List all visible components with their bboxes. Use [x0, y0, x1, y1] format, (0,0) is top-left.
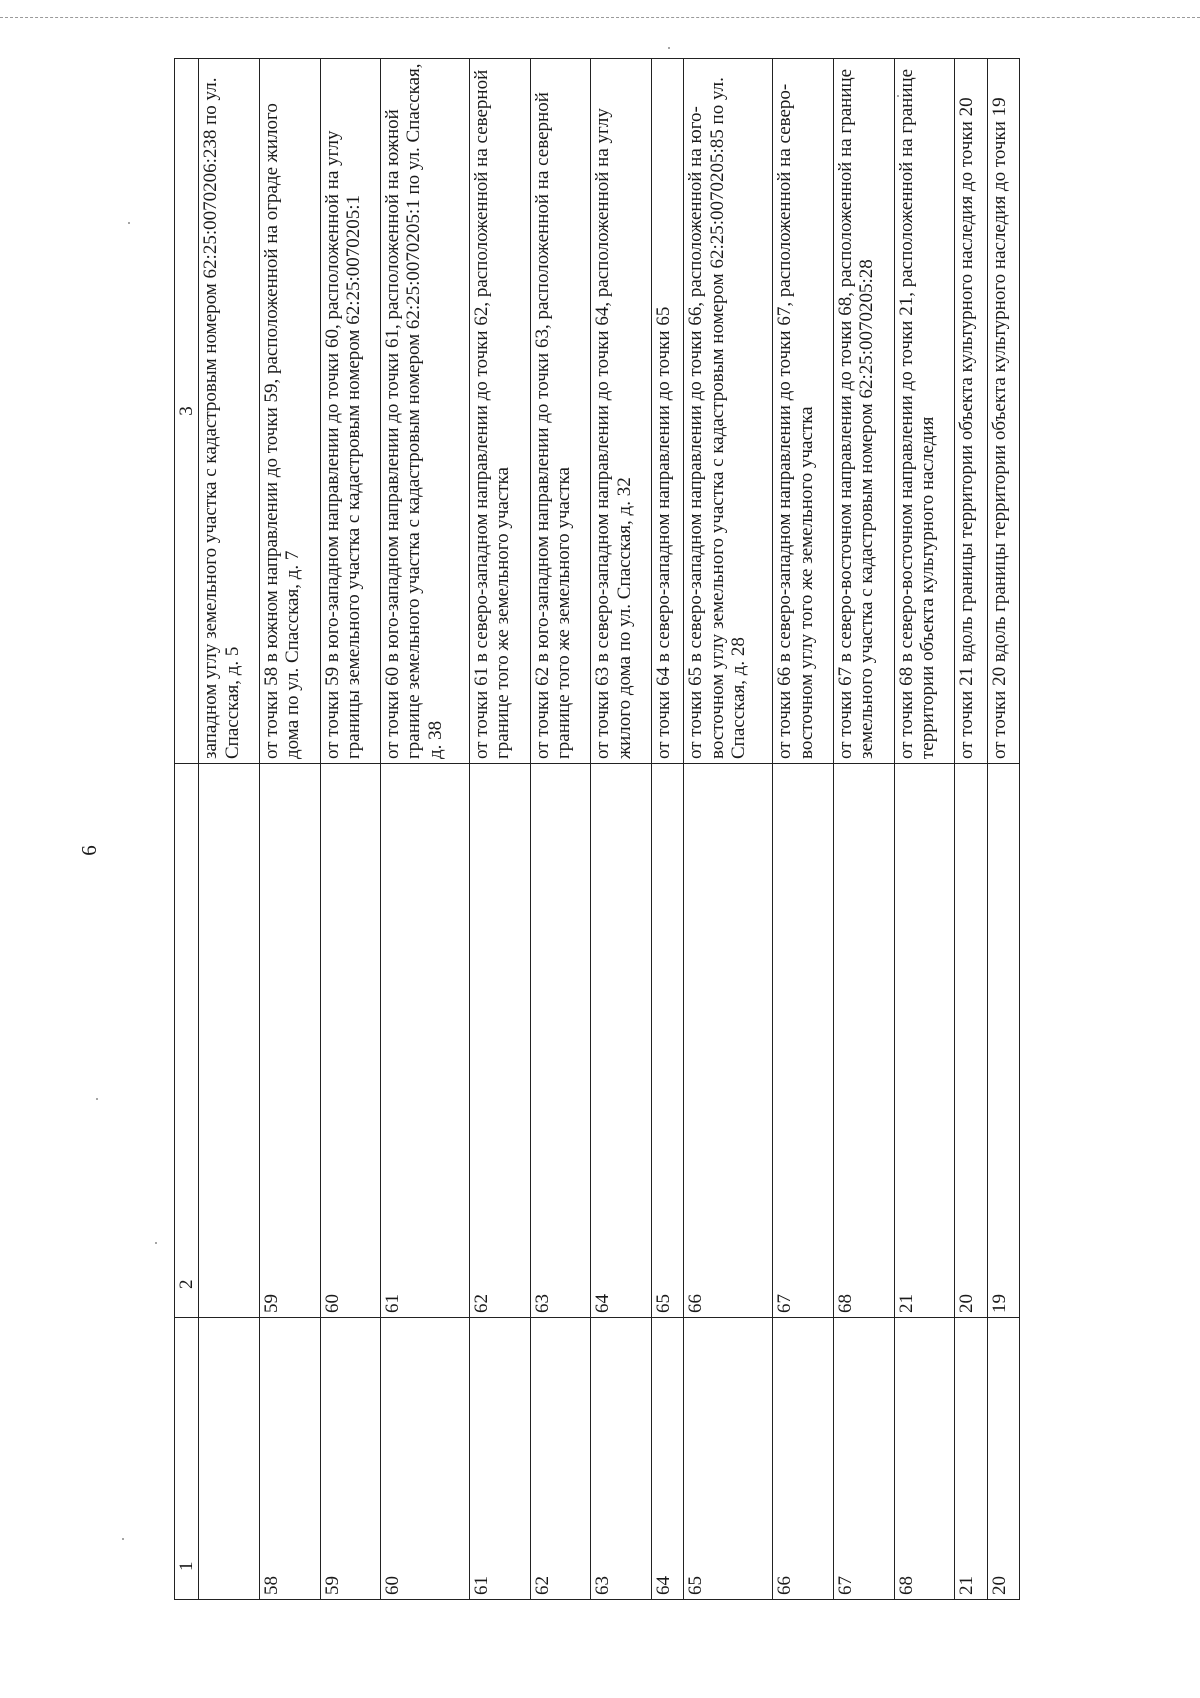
description-cell: от точки 64 в северо-западном направлении до точки 65 [652, 59, 684, 764]
from-point-cell: 59 [320, 1318, 381, 1600]
from-point-cell: 68 [894, 1318, 955, 1600]
scan-top-edge [0, 17, 1200, 18]
from-point-cell: 58 [259, 1318, 320, 1600]
description-cell: от точки 20 вдоль границы территории объекта культурного наследия до точки 19 [987, 59, 1019, 764]
table-row [773, 59, 834, 1600]
description-cell: от точки 59 в юго-западном направлении до точки 60, расположенной на углу границы земельного участка с кадастровым номером 62:25:0070205:1 [320, 59, 381, 764]
column-header-2: 2 [175, 764, 199, 1318]
table-row [834, 59, 895, 1600]
description-cell: от точки 58 в южном направлении до точки 59, расположенной на ограде жилого дома по ул. Спасская, д. 7 [259, 59, 320, 764]
description-cell: от точки 21 вдоль границы территории объекта культурного наследия до точки 20 [955, 59, 987, 764]
from-point-cell: 61 [470, 1318, 531, 1600]
description-cell: от точки 61 в северо-западном направлении до точки 62, расположенной на северной границе того же земельного участка [470, 59, 531, 764]
from-point-cell: 65 [684, 1318, 773, 1600]
to-point-cell: 67 [773, 764, 834, 1318]
rotated-table-container [174, 59, 1020, 1600]
from-point-cell: 66 [773, 1318, 834, 1600]
to-point-cell: 65 [652, 764, 684, 1318]
description-cell: от точки 60 в юго-западном направлении до точки 61, расположенной на южной границе земельного участка с кадастровым номером 62:25:0070205:1 по ул. Спасская, д. 38 [381, 59, 470, 764]
from-point-cell: 67 [834, 1318, 895, 1600]
description-cell: от точки 63 в северо-западном направлении до точки 64, расположенной на углу жилого дома по ул. Спасская, д. 32 [591, 59, 652, 764]
scan-speck [122, 1538, 124, 1540]
table-row [381, 59, 470, 1600]
description-cell: западном углу земельного участка с кадастровым номером 62:25:0070206:238 по ул. Спасская, д. 5 [199, 59, 260, 764]
from-point-cell: 20 [987, 1318, 1019, 1600]
to-point-cell: 62 [470, 764, 531, 1318]
table-row [987, 59, 1019, 1600]
to-point-cell: 66 [684, 764, 773, 1318]
column-header-1: 1 [175, 1318, 199, 1600]
table-row [591, 59, 652, 1600]
from-point-cell: 60 [381, 1318, 470, 1600]
table-row [894, 59, 955, 1600]
from-point-cell: 63 [591, 1318, 652, 1600]
from-point-cell: 64 [652, 1318, 684, 1600]
description-cell: от точки 65 в северо-западном направлении до точки 66, расположенной на юго-восточном углу земельного участка с кадастровым номером 62:25:0070205:85 по ул. Спасская, д. 28 [684, 59, 773, 764]
from-point-cell: 21 [955, 1318, 987, 1600]
to-point-cell: 19 [987, 764, 1019, 1318]
table-row [652, 59, 684, 1600]
boundary-points-table [174, 58, 1020, 1600]
to-point-cell: 61 [381, 764, 470, 1318]
to-point-cell: 59 [259, 764, 320, 1318]
to-point-cell [199, 764, 260, 1318]
to-point-cell: 20 [955, 764, 987, 1318]
description-cell: от точки 62 в юго-западном направлении до точки 63, расположенной на северной границе того же земельного участка [530, 59, 591, 764]
scan-speck [155, 1242, 157, 1244]
description-cell: от точки 66 в северо-западном направлении до точки 67, расположенной на северо-восточном углу того же земельного участка [773, 59, 834, 764]
scan-speck [668, 47, 670, 49]
table-row [259, 59, 320, 1600]
from-point-cell [199, 1318, 260, 1600]
column-header-3: 3 [175, 59, 199, 764]
scan-speck [96, 1098, 98, 1100]
scan-speck [128, 222, 130, 224]
to-point-cell: 63 [530, 764, 591, 1318]
table-header-row [175, 59, 199, 1600]
table-row [955, 59, 987, 1600]
table-row [470, 59, 531, 1600]
from-point-cell: 62 [530, 1318, 591, 1600]
to-point-cell: 60 [320, 764, 381, 1318]
to-point-cell: 68 [834, 764, 895, 1318]
description-cell: от точки 67 в северо-восточном направлении до точки 68, расположенной на границе земельного участка с кадастровым номером 62:25:0070205:28 [834, 59, 895, 764]
page-number: 6 [76, 845, 101, 856]
to-point-cell: 64 [591, 764, 652, 1318]
table-row [684, 59, 773, 1600]
to-point-cell: 21 [894, 764, 955, 1318]
table-row [199, 59, 260, 1600]
table-row [530, 59, 591, 1600]
description-cell: от точки 68 в северо-восточном направлении до точки 21, расположенной на границе территории объекта культурного наследия [894, 59, 955, 764]
table-row [320, 59, 381, 1600]
